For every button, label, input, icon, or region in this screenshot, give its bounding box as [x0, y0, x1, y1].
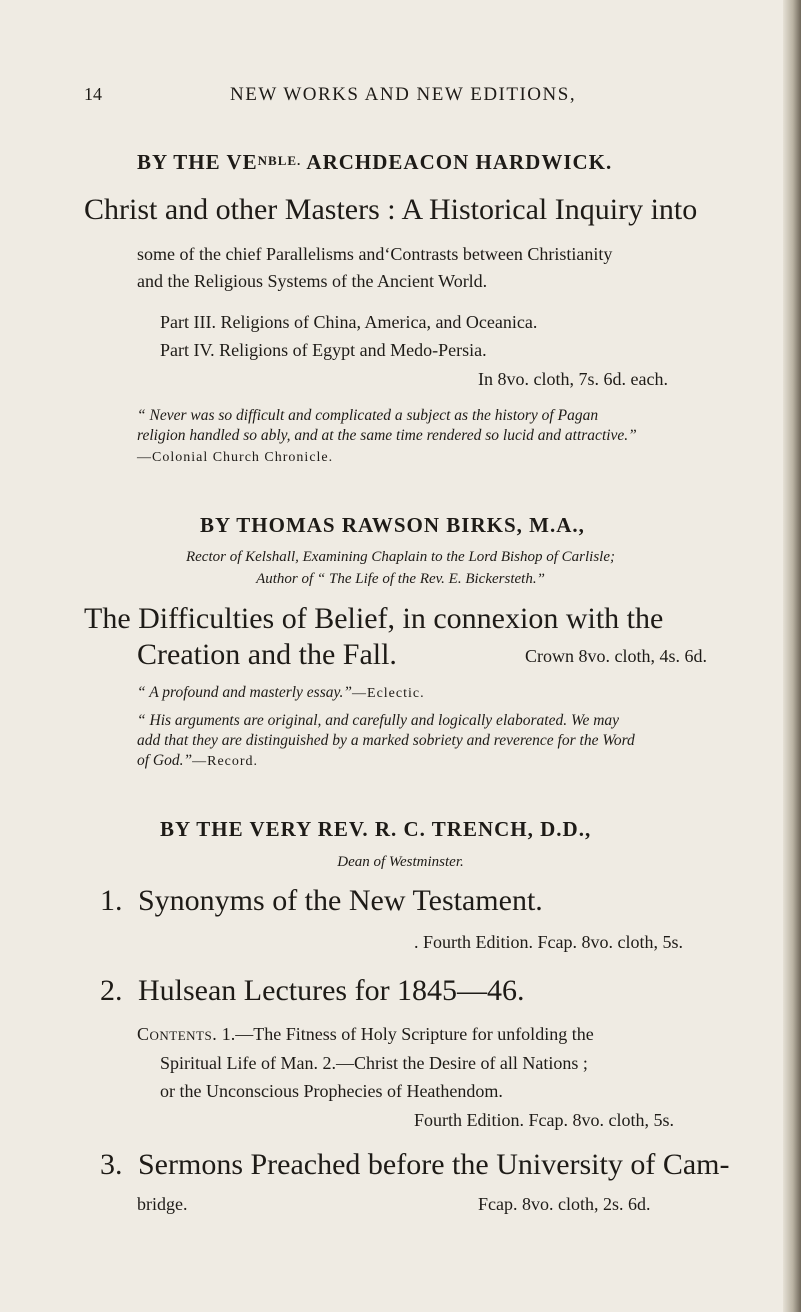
book-description-line: and the Religious Systems of the Ancient World. [137, 271, 488, 291]
work-item-2-price: Fourth Edition. Fcap. 8vo. cloth, 5s. [414, 1110, 674, 1130]
work-item-3-title-continued: bridge. [137, 1194, 188, 1214]
work-item-2-contents: Contents. 1.—The Fitness of Holy Scripture for unfolding the [137, 1024, 594, 1044]
review-quote: religion handled so ably, and at the same time rendered so lucid and attractive.” [137, 427, 637, 444]
review-quote: “ Never was so difficult and complicated a subject as the history of Pagan [137, 407, 599, 424]
page-number: 14 [84, 84, 102, 104]
part-four: Part IV. Religions of Egypt and Medo-Persia. [160, 340, 487, 360]
work-item-2-contents: Spiritual Life of Man. 2.—Christ the Desire of all Nations ; [160, 1053, 588, 1073]
review-quote: add that they are distinguished by a marked sobriety and reverence for the Word [137, 732, 635, 749]
work-item-1-title: 1. Synonyms of the New Testament. [100, 884, 543, 917]
author-title: Dean of Westminster. [337, 854, 464, 870]
author-credential: Author of “ The Life of the Rev. E. Bickersteth.” [256, 571, 545, 587]
author-credential: Rector of Kelshall, Examining Chaplain to the Lord Bishop of Carlisle; [185, 549, 616, 565]
book-description-line: some of the chief Parallelisms and‘Contrasts between Christianity [137, 244, 613, 264]
price: In 8vo. cloth, 7s. 6d. each. [478, 369, 668, 389]
book-title-christ-and-other-masters: Christ and other Masters : A Historical Inquiry into [84, 193, 698, 226]
price: Crown 8vo. cloth, 4s. 6d. [525, 646, 707, 666]
author-heading-hardwick: BY THE $VE^{NBLE.}$ ARCHDEACON HARDWICK. [137, 150, 613, 174]
work-item-1-price: . Fourth Edition. Fcap. 8vo. cloth, 5s. [414, 932, 683, 952]
title-and-price-line: Creation and the Fall. Crown 8vo. cloth, 4s. 6d. [137, 638, 707, 671]
page-header [84, 84, 704, 110]
work-item-3-price: Fcap. 8vo. cloth, 2s. 6d. [478, 1194, 651, 1214]
review-source: —Colonial Church Chronicle. [137, 450, 334, 465]
part-three: Part III. Religions of China, America, and Oceanica. [160, 312, 538, 332]
book-title-difficulties-of-belief: The Difficulties of Belief, in connexion with the [84, 602, 664, 635]
review-quote: “ His arguments are original, and carefully and logically elaborated. We may [137, 712, 620, 729]
running-head: NEW WORKS AND NEW EDITIONS, [230, 84, 577, 105]
work-item-3-title: 3. Sermons Preached before the University of Cam- [100, 1148, 730, 1181]
review-quote: “ A profound and masterly essay.”—Eclectic. [137, 684, 425, 701]
author-heading-trench: BY THE VERY REV. R. C. TRENCH, D.D., [160, 817, 592, 841]
author-heading-birks: BY THOMAS RAWSON BIRKS, M.A., [200, 513, 585, 537]
work-item-2-contents: or the Unconscious Prophecies of Heathendom. [160, 1081, 503, 1101]
page-edge [783, 0, 801, 1312]
review-quote: of God.”—Record. [137, 752, 259, 769]
work-item-2-title: 2. Hulsean Lectures for 1845—46. [100, 974, 525, 1007]
